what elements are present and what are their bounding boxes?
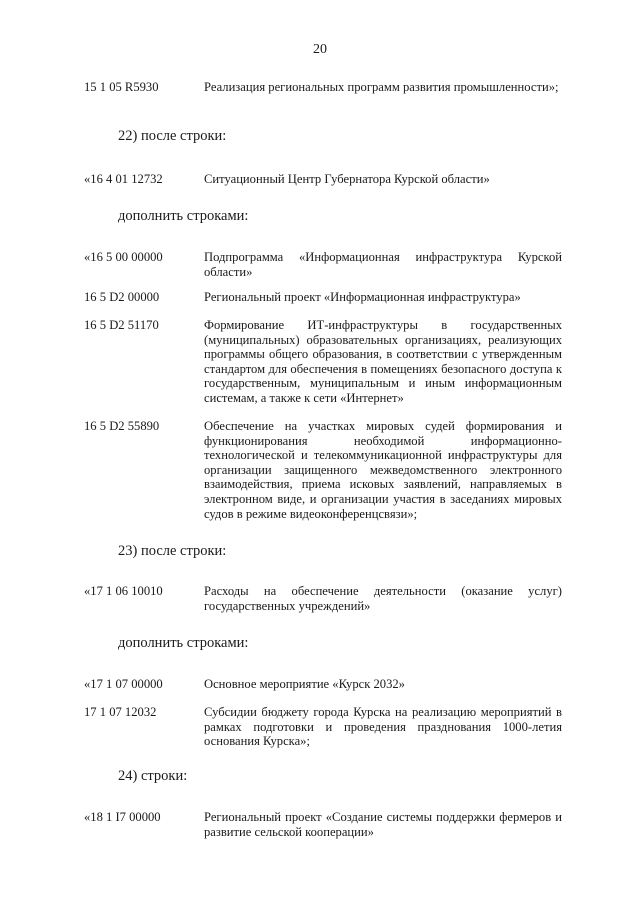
table-row [84,584,562,613]
section-heading: дополнить строками: [118,208,249,224]
row-code: «18 1 I7 00000 [84,810,161,824]
section-heading: дополнить строками: [118,635,249,651]
row-text: Ситуационный Центр Губернатора Курской области» [204,172,490,186]
table-row [84,419,562,521]
row-code: «16 4 01 12732 [84,172,163,186]
row-text: Обеспечение на участках мировых судей формирования и функционирования необходимой информационно-технологической и телекоммуникационной инфраструктуры для организации защищенного межведомственного электронного взаимодействия, приема исковых заявлений, направляемых в электронном виде, и организации участия в заседаниях мировых судов в режиме видеоконференцсвязи»; [204,419,562,521]
row-text: Реализация региональных программ развития промышленности»; [204,80,559,94]
row-text: Региональный проект «Информационная инфраструктура» [204,290,521,304]
row-text: Подпрограмма «Информационная инфраструктура Курской области» [204,250,562,279]
row-text: Субсидии бюджету города Курска на реализацию мероприятий в рамках подготовки и проведения празднования 1000-летия основания Курска»; [204,705,562,749]
table-row [84,677,562,692]
table-row [84,250,562,279]
row-code: «17 1 07 00000 [84,677,163,691]
row-text: Основное мероприятие «Курск 2032» [204,677,405,691]
row-code: 16 5 D2 55890 [84,419,160,433]
row-code: 16 5 D2 00000 [84,290,160,304]
row-code: «17 1 06 10010 [84,584,163,598]
section-heading: 23) после строки: [118,543,227,559]
row-code: 16 5 D2 51170 [84,318,159,332]
table-row [84,705,562,749]
table-row [84,172,562,187]
row-code: 15 1 05 R5930 [84,80,159,94]
table-row [84,80,562,95]
table-row [84,318,562,406]
row-text: Региональный проект «Создание системы поддержки фермеров и развитие сельской кооперации» [204,810,562,839]
row-text: Формирование ИТ-инфраструктуры в государственных (муниципальных) образовательных организациях, реализующих программы общего образования, в соответствии с утвержденным стандартом для обеспечения в помещениях безопасного доступа к государственным, муниципальным и иным информационным системам, а также к сети «Интернет» [204,318,562,405]
row-code: 17 1 07 12032 [84,705,157,719]
table-row [84,810,562,839]
page-number: 20 [313,42,327,57]
table-row [84,290,562,305]
row-text: Расходы на обеспечение деятельности (оказание услуг) государственных учреждений» [204,584,562,613]
row-code: «16 5 00 00000 [84,250,163,264]
section-heading: 24) строки: [118,768,188,784]
section-heading: 22) после строки: [118,128,227,144]
